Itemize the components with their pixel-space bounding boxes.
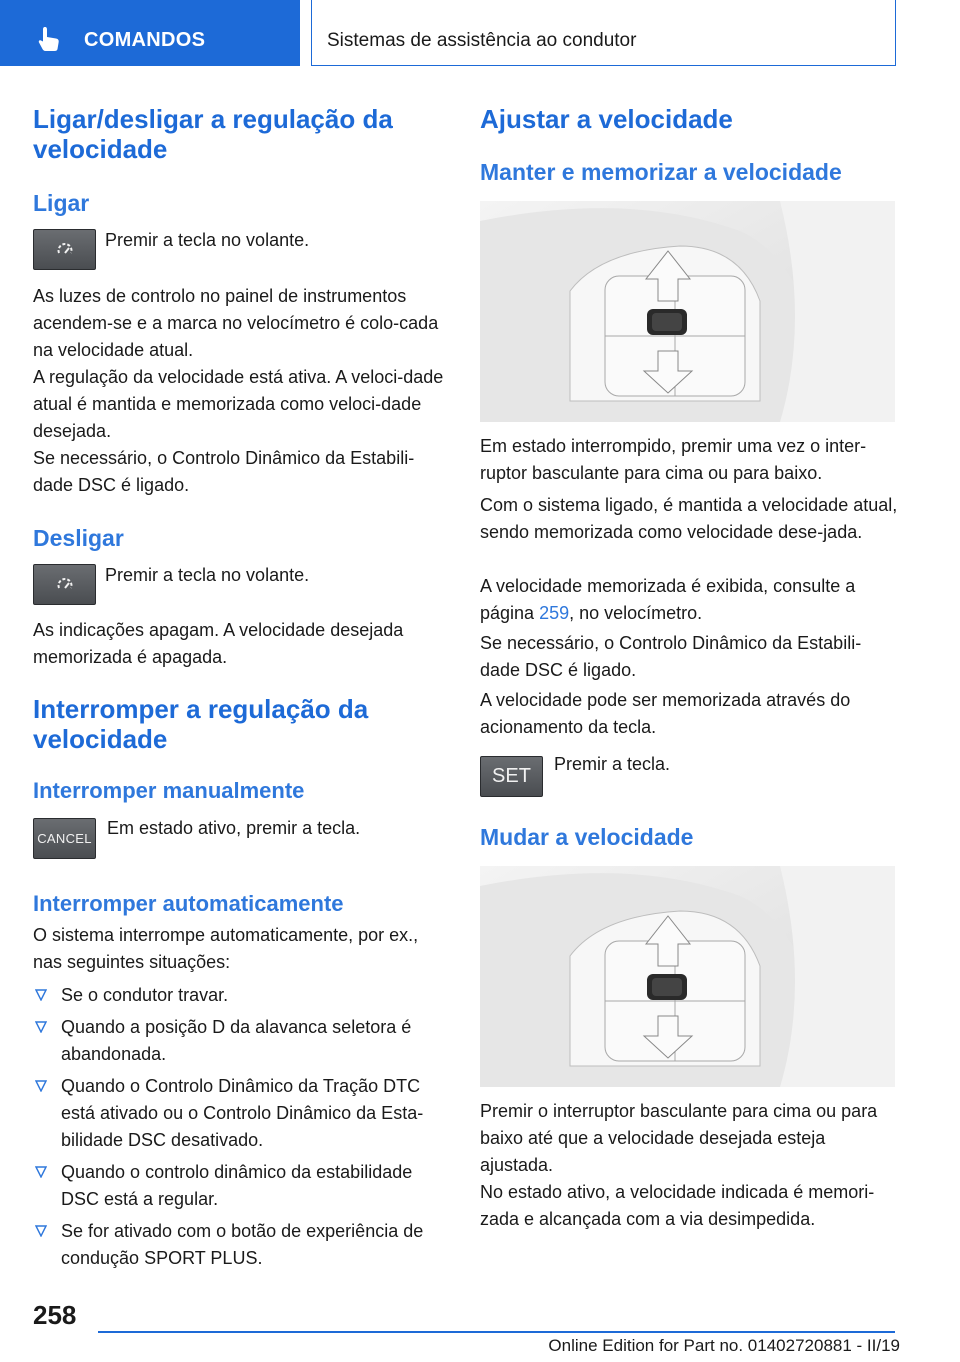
cruise-control-key-off [33, 564, 96, 605]
paragraph-memorizada: A velocidade pode ser memorizada através do acionamento da tecla. [480, 690, 851, 737]
set-key-label: SET [492, 765, 531, 787]
bullet-triangle-icon [35, 1166, 47, 1178]
paragraph-luzes: As luzes de controlo no painel de instrumentos acendem-se e a marca no velocímetro é colo-cada na velocidade atual. [33, 286, 439, 360]
paragraph-sistema-ligado: Com o sistema ligado, é mantida a velocidade atual, sendo memorizada como velocidade dese-jada. [480, 495, 898, 542]
heading-manter-memorizar: Manter e memorizar a velocidade [480, 159, 842, 185]
paragraph-auto: O sistema interrompe automaticamente, por ex., nas seguintes situações: [33, 925, 419, 972]
heading-ligar: Ligar [33, 190, 90, 216]
cancel-key-label: CANCEL [37, 831, 92, 846]
set-key [480, 756, 543, 797]
heading-desligar: Desligar [33, 525, 124, 551]
footer-divider [98, 1331, 895, 1333]
bullet-triangle-icon [35, 1225, 47, 1237]
desligar-key-instruction: Premir a tecla no volante. [105, 565, 310, 585]
hand-pointer-icon [36, 25, 62, 53]
bullet-text: Quando a posição D da alavanca seletora é abandonada. [61, 1017, 412, 1064]
set-instruction: Premir a tecla. [554, 754, 671, 774]
paragraph-estado-ativo: No estado ativo, a velocidade indicada é memori-zada e alcançada com a via desimpedida. [480, 1182, 875, 1229]
steering-wheel-buttons-illustration [480, 866, 895, 1087]
exibida-text-after: , no velocímetro. [569, 603, 703, 623]
bullet-triangle-icon [35, 1021, 47, 1033]
heading-ajustar: Ajustar a velocidade [480, 104, 733, 134]
cancel-key [33, 818, 96, 859]
ligar-key-instruction: Premir a tecla no volante. [105, 230, 310, 250]
cruise-control-icon [53, 240, 77, 260]
chapter-header [311, 0, 896, 66]
heading-mudar: Mudar a velocidade [480, 824, 694, 850]
paragraph-interrompido: Em estado interrompido, premir uma vez o inter-ruptor basculante para cima ou para baixo. [480, 436, 867, 483]
bullet-text: Se o condutor travar. [61, 985, 229, 1005]
steering-wheel-photo-2 [480, 866, 895, 1087]
section-tab-label: COMANDOS [84, 29, 206, 51]
paragraph-dsc-ligado: Se necessário, o Controlo Dinâmico da Estabili-dade DSC é ligado. [33, 448, 415, 495]
paragraph-premir-interruptor: Premir o interruptor basculante para cima ou para baixo até que a velocidade desejada esteja ajustada. [480, 1101, 878, 1175]
section-tab[interactable] [0, 0, 300, 66]
paragraph-regulacao-ativa: A regulação da velocidade está ativa. A veloci-dade atual é mantida e memorizada como veloci-dade desejada. [33, 367, 444, 441]
heading-interromper-auto: Interromper automaticamente [33, 891, 344, 916]
cruise-control-key [33, 229, 96, 270]
bullet-text: Quando o Controlo Dinâmico da Tração DTC está ativado ou o Controlo Dinâmico da Esta-bilidade DSC desativado. [61, 1076, 424, 1150]
heading-ligar-desligar: Ligar/desligar a regulação da velocidade [33, 104, 393, 164]
footer-edition: Online Edition for Part no. 01402720881 - II/19 [548, 1336, 900, 1355]
bullet-triangle-icon [35, 1080, 47, 1092]
paragraph-indicacoes: As indicações apagam. A velocidade desejada memorizada é apagada. [33, 620, 404, 667]
bullet-triangle-icon [35, 989, 47, 1001]
paragraph-velocidade-exibida [480, 573, 898, 627]
heading-interromper-manual: Interromper manualmente [33, 778, 305, 803]
paragraph-dsc-ligado-right: Se necessário, o Controlo Dinâmico da Estabili-dade DSC é ligado. [480, 633, 862, 680]
steering-wheel-photo-1 [480, 201, 895, 422]
cruise-control-icon [53, 575, 77, 595]
steering-wheel-buttons-illustration [480, 201, 895, 422]
bullet-text: Quando o controlo dinâmico da estabilidade DSC está a regular. [61, 1162, 413, 1209]
page-259-link[interactable]: 259 [539, 603, 570, 623]
page-number: 258 [33, 1300, 77, 1330]
heading-interromper: Interromper a regulação da velocidade [33, 694, 369, 754]
bullet-text: Se for ativado com o botão de experiência de condução SPORT PLUS. [61, 1221, 424, 1268]
manual-instruction: Em estado ativo, premir a tecla. [107, 818, 361, 838]
chapter-title: Sistemas de assistência ao condutor [327, 30, 637, 51]
exibida-text-before: A velocidade memorizada é exibida, consulte a página [480, 576, 856, 623]
